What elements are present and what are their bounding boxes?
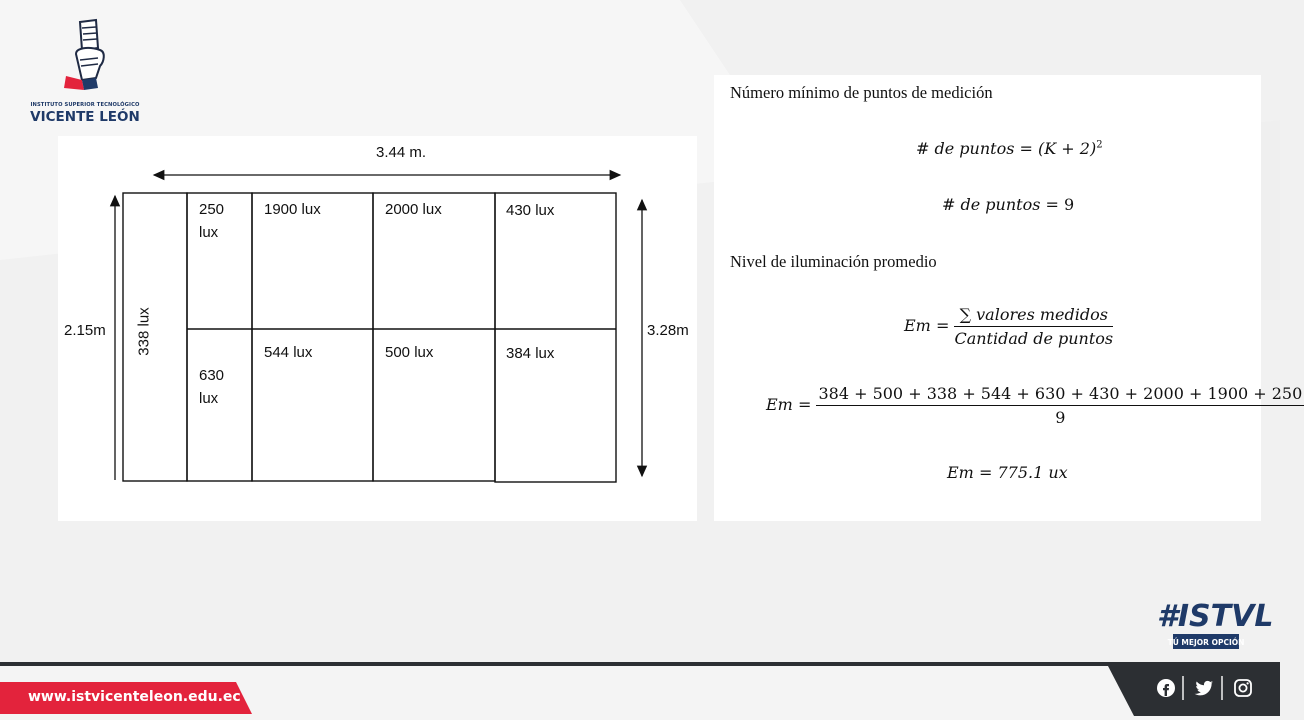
equation-points-result: # de puntos = 9	[942, 195, 1075, 214]
institute-logo	[26, 18, 144, 130]
eq2-rhs: 9	[1064, 195, 1075, 214]
eq5-rhs: 775.1 ux	[997, 463, 1068, 482]
cell-c4-bottom-value: 384 lux	[506, 345, 555, 362]
heading-average-illumination: Nivel de iluminación promedio	[730, 252, 937, 271]
eq3-fraction	[954, 305, 1113, 348]
cell-c1-top-number: 250	[199, 201, 225, 218]
equation-average-formula: Em = $\frac{\text{∑ valores medidos}}{\text{Cantidad de puntos}}$	[904, 305, 1114, 348]
cell-c2-bottom-value: 544 lux	[264, 344, 313, 361]
equation-average-result: Em = 775.1 ux	[947, 463, 1068, 482]
istvl-hashtag-logo	[1155, 588, 1274, 652]
torch-hand-icon	[26, 18, 144, 102]
tagline-text: TÚ MEJOR OPCIÓN	[1167, 638, 1245, 647]
eq3-lhs: Em	[904, 316, 931, 335]
cell-c3-bottom-value: 500 lux	[385, 344, 434, 361]
cell-c1-bottom-value	[199, 364, 224, 410]
eq1-exponent: 2	[1096, 139, 1103, 151]
eq1-lhs: # de puntos	[916, 139, 1015, 158]
logo-title: VICENTE LEÓN	[30, 109, 140, 125]
equation-points-formula: # de puntos = $(K + 2)^2$	[916, 139, 1103, 158]
heading-min-points: Número mínimo de puntos de medición	[730, 83, 993, 102]
cell-c2-top-value: 1900 lux	[264, 201, 321, 218]
equation-average-substitution: Em = $\frac{384 + 500 + 338 + 544 + 630 + 430 + 2000 + 1900 + 250}{9}$	[766, 384, 1303, 427]
right-height-dimension-label: 3.28m	[647, 322, 689, 339]
eq4-lhs: Em	[766, 395, 793, 414]
eq3-denominator: Cantidad de puntos	[954, 329, 1114, 348]
cell-c1-bottom-number: 630	[199, 367, 225, 384]
instagram-icon[interactable]	[1233, 678, 1253, 698]
cell-c1-bottom-unit: lux	[199, 390, 219, 407]
cell-c1-top-unit: lux	[199, 224, 219, 241]
calculation-panel	[714, 75, 1303, 521]
eq3-numerator: ∑ valores medidos	[954, 305, 1113, 327]
cell-c3-top-value: 2000 lux	[385, 201, 442, 218]
room-diagram-panel	[58, 136, 697, 521]
eq4-numerator: 384 + 500 + 338 + 544 + 630 + 430 + 2000 + 1900 + 250	[816, 384, 1304, 406]
hashtag-text: #ISTVL	[1157, 599, 1274, 634]
eq4-denominator: 9	[1055, 408, 1066, 427]
cell-c4-top-value: 430 lux	[506, 202, 555, 219]
left-height-dimension-label: 2.15m	[64, 322, 106, 339]
width-dimension-label: 3.44 m.	[376, 144, 427, 161]
website-link[interactable]: www.istvicenteleon.edu.ec	[28, 689, 241, 705]
cell-left-column-value: 338 lux	[135, 307, 153, 356]
room-grid-diagram	[58, 136, 697, 521]
footer-divider	[0, 662, 1280, 666]
hashtag-icon	[1155, 588, 1274, 652]
facebook-icon[interactable]	[1156, 678, 1176, 698]
eq4-fraction	[816, 384, 1304, 427]
eq2-lhs: # de puntos	[942, 195, 1041, 214]
twitter-icon[interactable]	[1194, 678, 1214, 698]
logo-subtitle: INSTITUTO SUPERIOR TECNOLÓGICO	[30, 102, 140, 108]
cell-c1-top-value	[199, 198, 224, 244]
eq5-lhs: Em	[947, 463, 974, 482]
eq1-rhs: (K + 2)	[1038, 139, 1097, 158]
